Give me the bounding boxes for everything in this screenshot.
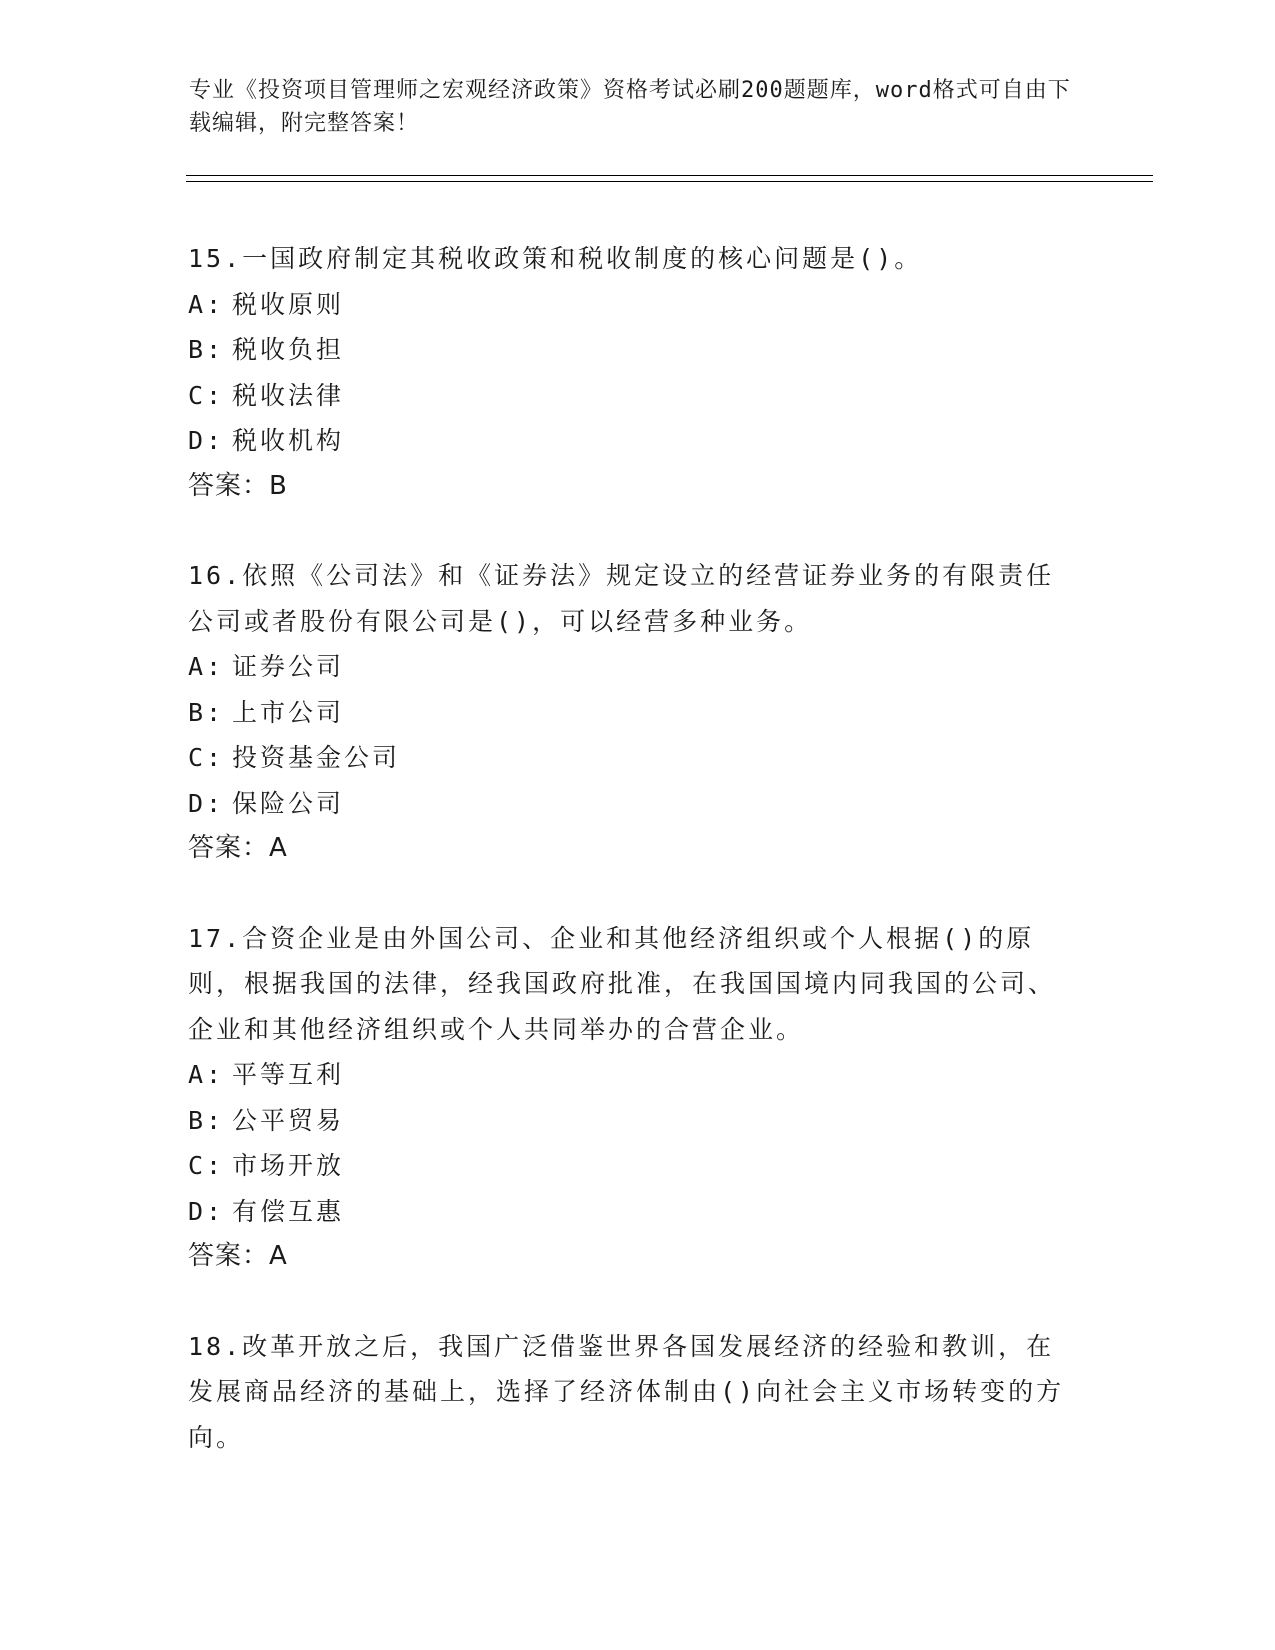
question-list [188,236,1068,1504]
header-divider-top [186,175,1153,176]
answer-line: 答案：A [188,833,288,863]
option-letter: C: [188,380,225,410]
option-letter: A: [188,289,225,319]
option-d [188,1189,1068,1235]
document-header [189,74,1079,140]
answer-line: 答案：B [188,470,288,501]
option-letter: A: [188,1060,225,1089]
option-letter: C: [188,1151,225,1180]
answer-line: 答案：A [188,1241,288,1271]
option-c [188,735,1068,781]
option-b [188,1098,1068,1144]
header-text: 专业《投资项目管理师之宏观经济政策》资格考试必刷200题题库，word格式可自由下载编辑，附完整答案！ [189,78,1071,136]
option-c [188,373,1068,419]
option-letter: B: [188,697,225,727]
option-b [188,327,1068,373]
option-text: 保险公司 [232,788,345,818]
option-letter: A: [188,652,225,681]
option-d [188,781,1068,827]
option-a [188,644,1068,690]
option-letter: D: [188,788,225,818]
option-b [188,690,1068,736]
option-text: 税收法律 [232,380,345,410]
header-divider-bottom [186,181,1153,182]
option-text: 税收原则 [232,289,345,319]
option-letter: B: [188,1105,225,1135]
option-text: 上市公司 [232,697,345,727]
question-16 [188,553,1068,872]
option-c [188,1143,1068,1189]
question-stem: 18.改革开放之后，我国广泛借鉴世界各国发展经济的经验和教训，在发展商品经济的基础上，选择了经济体制由()向社会主义市场转变的方向。 [188,1331,1065,1452]
option-text: 证券公司 [232,652,345,681]
question-stem: 17.合资企业是由外国公司、企业和其他经济组织或个人根据()的原则，根据我国的法律，经我国政府批准，在我国国境内同我国的公司、企业和其他经济组织或个人共同举办的合营企业。 [188,923,1057,1044]
option-letter: D: [188,426,225,455]
question-stem: 16.依照《公司法》和《证券法》规定设立的经营证券业务的有限责任公司或者股份有限公司是()，可以经营多种业务。 [188,561,1055,636]
question-18 [188,1324,1068,1461]
option-text: 市场开放 [232,1151,345,1180]
option-a [188,1052,1068,1098]
question-stem: 15.一国政府制定其税收政策和税收制度的核心问题是()。 [188,244,923,273]
option-text: 税收机构 [232,426,345,455]
option-text: 平等互利 [232,1060,345,1089]
option-d [188,418,1068,464]
option-text: 税收负担 [232,335,345,364]
option-a [188,282,1068,328]
option-letter: B: [188,335,225,364]
option-letter: D: [188,1196,225,1226]
option-text: 公平贸易 [232,1105,345,1135]
option-text: 投资基金公司 [232,743,401,772]
option-letter: C: [188,743,225,772]
question-15 [188,236,1068,509]
option-text: 有偿互惠 [232,1196,345,1226]
question-17 [188,916,1068,1280]
